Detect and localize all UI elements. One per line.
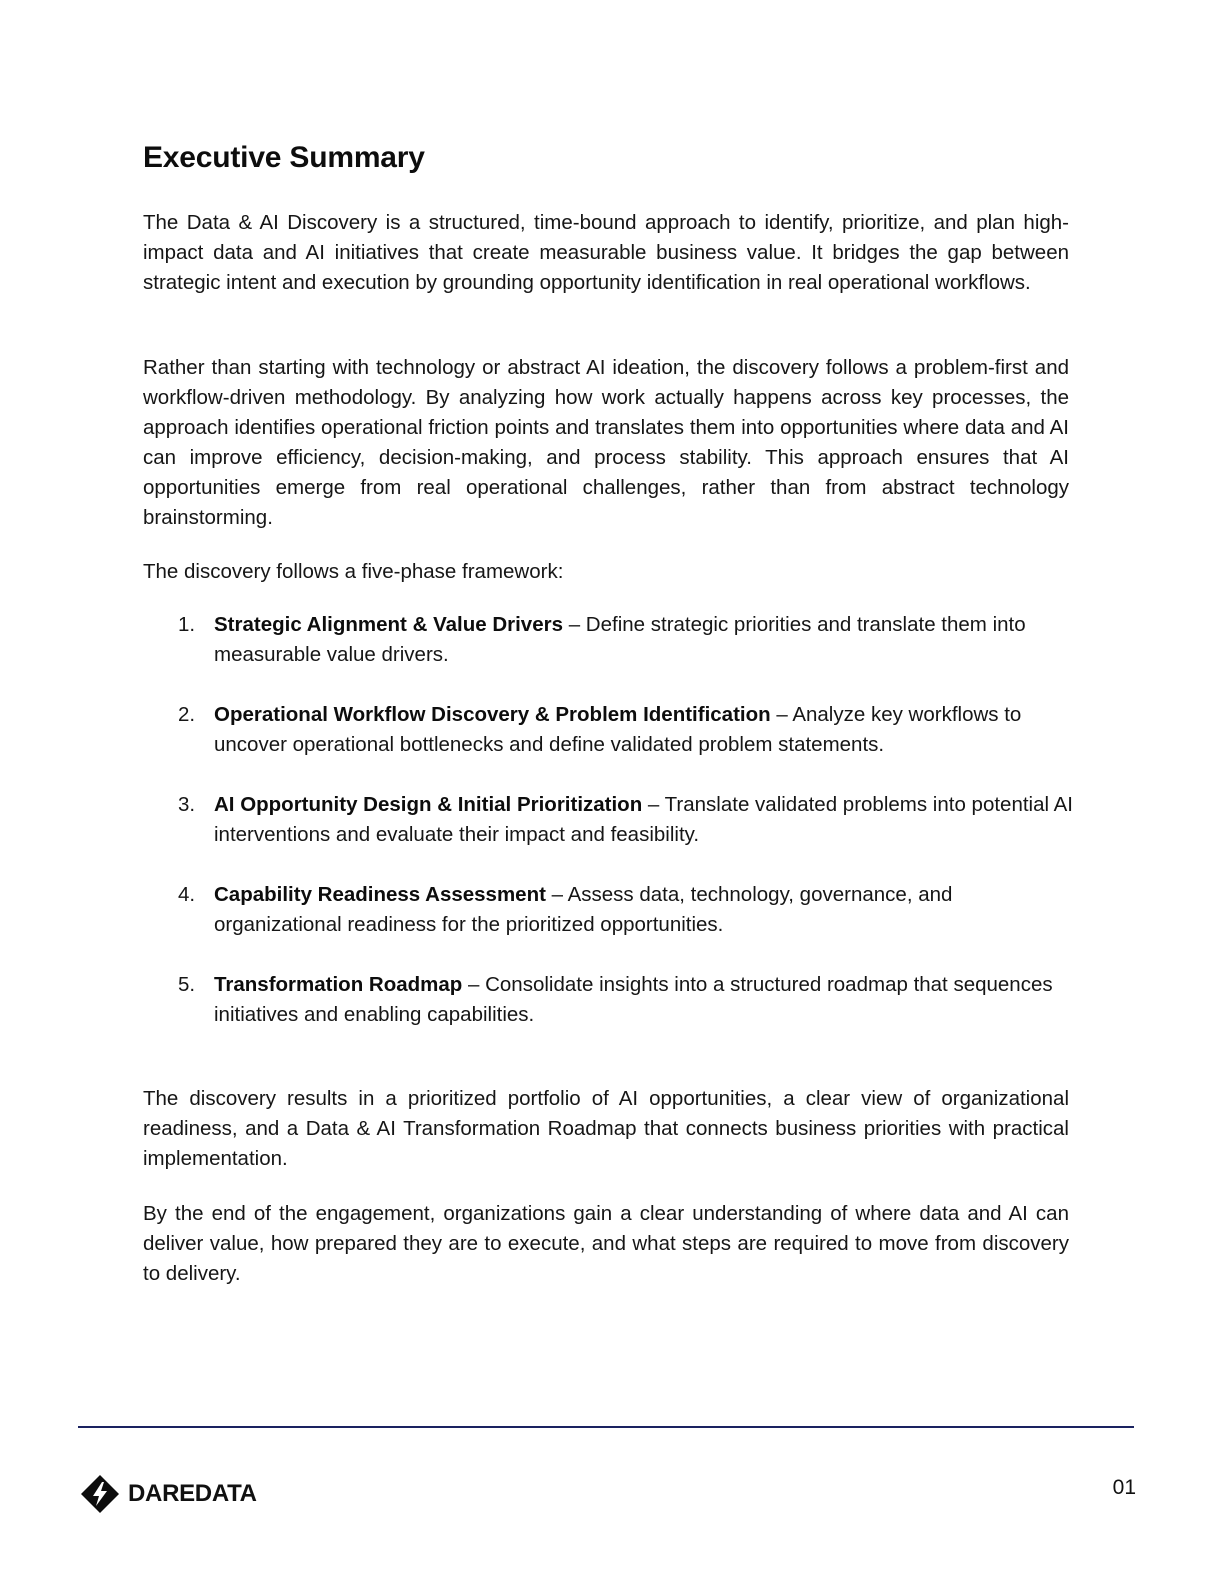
- phase-item: [143, 700, 1073, 760]
- page-title: Executive Summary: [143, 141, 425, 174]
- phase-number: 4.: [178, 883, 196, 906]
- intro-paragraph: The Data & AI Discovery is a structured, time-bound approach to identify, prioritize, and plan high-impact data and AI initiatives that create measurable business value. It bridges the gap between strategic intent and execution by grounding opportunity identification in real operational workflows.: [143, 211, 1069, 294]
- phase-item: [143, 970, 1073, 1030]
- lightning-diamond-icon: [80, 1474, 120, 1514]
- phase-item: [143, 610, 1073, 670]
- phase-number: 3.: [178, 793, 196, 816]
- footer-divider: [78, 1426, 1134, 1428]
- page-number: 01: [1112, 1476, 1136, 1499]
- phase-description: – Translate validated problems into potential AI interventions and evaluate their impact and feasibility.: [214, 793, 1073, 846]
- phase-title: Strategic Alignment & Value Drivers: [214, 613, 563, 636]
- phase-title: Capability Readiness Assessment: [214, 883, 546, 906]
- phase-title: AI Opportunity Design & Initial Prioritization: [214, 793, 643, 816]
- results-paragraph: The discovery results in a prioritized portfolio of AI opportunities, a clear view of organizational readiness, and a Data & AI Transformation Roadmap that connects business priorities with practical implementation.: [143, 1087, 1069, 1170]
- phase-title: Operational Workflow Discovery & Problem Identification: [214, 703, 771, 726]
- brand-name: DAREDATA: [128, 1480, 257, 1507]
- phase-item: [143, 880, 1073, 940]
- phase-number: 1.: [178, 613, 196, 636]
- phase-description: – Analyze key workflows to uncover operational bottlenecks and define validated problem statements.: [214, 703, 1022, 756]
- framework-lead-in: The discovery follows a five-phase framework:: [143, 560, 564, 583]
- phase-number: 2.: [178, 703, 196, 726]
- phase-description: – Consolidate insights into a structured roadmap that sequences initiatives and enabling capabilities.: [214, 973, 1053, 1026]
- phase-number: 5.: [178, 973, 196, 996]
- outcome-paragraph: By the end of the engagement, organizations gain a clear understanding of where data and AI can deliver value, how prepared they are to execute, and what steps are required to move from discovery to delivery.: [143, 1202, 1069, 1285]
- phase-item: [143, 790, 1073, 850]
- brand-logo: [80, 1474, 257, 1514]
- methodology-paragraph: Rather than starting with technology or abstract AI ideation, the discovery follows a problem-first and workflow-driven methodology. By analyzing how work actually happens across key processes, the approach identifies operational friction points and translates them into opportunities where data and AI can improve efficiency, decision-making, and process stability. This approach ensures that AI opportunities emerge from real operational challenges, rather than from abstract technology brainstorming.: [143, 356, 1069, 529]
- phase-title: Transformation Roadmap: [214, 973, 463, 996]
- phase-description: – Define strategic priorities and translate them into measurable value drivers.: [214, 613, 1026, 666]
- phase-list: [143, 610, 1073, 1060]
- phase-description: – Assess data, technology, governance, and organizational readiness for the prioritized opportunities.: [214, 883, 953, 936]
